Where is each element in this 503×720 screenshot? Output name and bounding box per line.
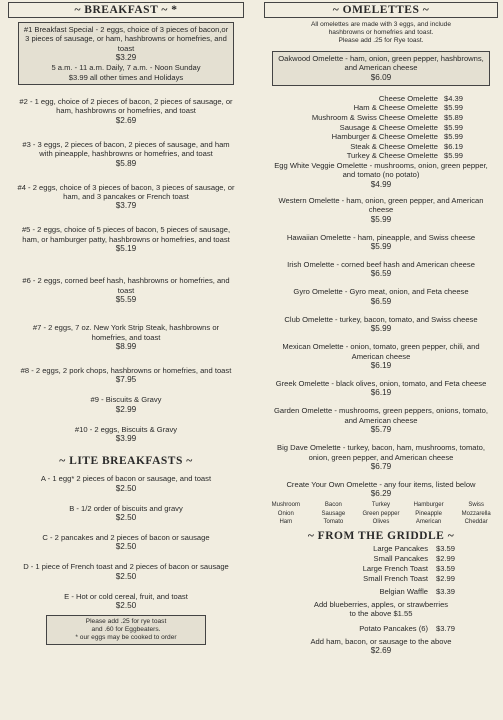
omelette-price: $6.59 bbox=[370, 296, 392, 306]
potato-pancakes bbox=[262, 624, 500, 634]
simple-omelette bbox=[262, 132, 500, 142]
omelette-name: Mushroom & Swiss Cheese Omelette bbox=[311, 113, 438, 122]
note-line: Please add .25 for rye toast bbox=[85, 618, 167, 626]
oakwood-price: $6.09 bbox=[370, 72, 392, 82]
item-text: D - 1 piece of French toast and 2 pieces of bacon or sausage bbox=[23, 562, 229, 572]
item-price: $2.50 bbox=[115, 601, 137, 611]
detailed-omelette bbox=[268, 260, 494, 279]
griddle-item-price: $2.99 bbox=[436, 553, 456, 563]
item-price: $3.99 bbox=[115, 434, 137, 444]
item-price: $5.89 bbox=[115, 158, 137, 168]
ingredient: American bbox=[415, 519, 442, 526]
omelette-text: Gyro Omelette - Gyro meat, onion, and Feta cheese bbox=[293, 287, 469, 297]
griddle-item bbox=[262, 544, 500, 554]
omelette-price: $6.29 bbox=[370, 489, 392, 499]
item-price: $8.99 bbox=[115, 341, 137, 351]
item-text: #8 - 2 eggs, 2 pork chops, hashbrowns or homefries, and toast bbox=[20, 365, 232, 375]
omelette-price: $5.99 bbox=[444, 103, 464, 113]
omelette-text: Create Your Own Omelette - any four items, listed below bbox=[286, 480, 476, 490]
potato-pancakes-price: $3.79 bbox=[436, 623, 456, 633]
simple-omelette bbox=[262, 113, 500, 123]
breakfast-item bbox=[16, 183, 236, 212]
simple-omelette bbox=[262, 142, 500, 152]
omelette-text: Mexican Omelette - onion, tomato, green pepper, chili, and American cheese bbox=[282, 342, 480, 361]
detailed-omelette bbox=[268, 287, 494, 306]
ingredient: Mushroom bbox=[271, 502, 300, 509]
griddle-item-name: Belgian Waffle bbox=[379, 586, 428, 596]
omelette-price: $4.99 bbox=[370, 179, 392, 189]
ingredient: Onion bbox=[277, 510, 294, 517]
omelette-name: Sausage & Cheese Omelette bbox=[339, 122, 438, 132]
breakfast-item bbox=[16, 225, 236, 254]
lite-item bbox=[16, 562, 236, 581]
griddle-header: ~ FROM THE GRIDDLE ~ bbox=[307, 529, 455, 542]
simple-omelette bbox=[262, 151, 500, 161]
special-other-price: $3.99 all other times and Holidays bbox=[68, 72, 184, 82]
right-column bbox=[262, 0, 500, 656]
simple-omelette bbox=[262, 94, 500, 104]
omelette-price: $6.19 bbox=[370, 361, 392, 371]
lite-item bbox=[16, 592, 236, 611]
item-text: #3 - 3 eggs, 2 pieces of bacon, 2 pieces of sausage, and ham with pineapple, hashbrowns or homefries, and toast bbox=[22, 139, 230, 159]
detailed-omelette bbox=[268, 480, 494, 499]
omelette-name: Hamburger & Cheese Omelette bbox=[331, 132, 438, 142]
special-price: $3.29 bbox=[115, 53, 137, 63]
oakwood-text: Oakwood Omelette - ham, onion, green pepper, hashbrowns, and American cheese bbox=[278, 54, 484, 73]
detailed-omelette bbox=[268, 379, 494, 398]
ingredient: Turkey bbox=[371, 502, 391, 509]
omelette-name: Ham & Cheese Omelette bbox=[353, 103, 438, 113]
detailed-omelette bbox=[268, 443, 494, 472]
ingredient: Tomato bbox=[323, 519, 344, 526]
detailed-omelette bbox=[268, 315, 494, 334]
omelette-text: Western Omelette - ham, onion, green pepper, and American cheese bbox=[278, 195, 484, 215]
omelette-text: Club Omelette - turkey, bacon, tomato, and Swiss cheese bbox=[284, 314, 478, 324]
omelette-text: Garden Omelette - mushrooms, green peppers, onions, tomato, and American cheese bbox=[274, 406, 488, 425]
breakfast-special-box bbox=[18, 22, 234, 85]
griddle-item bbox=[262, 554, 500, 564]
ingredient: Mozzarella bbox=[461, 510, 491, 517]
fruit-addon-price: $1.55 bbox=[393, 609, 413, 619]
griddle-item bbox=[262, 574, 500, 584]
omelette-intro: All omelettes are made with 3 eggs, and include bbox=[310, 21, 451, 28]
detailed-omelette bbox=[268, 161, 494, 190]
detailed-omelette bbox=[268, 406, 494, 435]
ingredient: Sausage bbox=[321, 510, 346, 517]
meat-addon-price: $2.69 bbox=[370, 645, 392, 655]
ingredient: Swiss bbox=[468, 502, 485, 509]
omelette-price: $4.39 bbox=[444, 93, 464, 103]
omelette-text: Hawaiian Omelette - ham, pineapple, and Swiss cheese bbox=[286, 232, 476, 242]
simple-omelette bbox=[262, 123, 500, 133]
ingredient: Cheddar bbox=[464, 519, 488, 526]
item-price: $2.50 bbox=[115, 512, 137, 522]
ingredients-grid bbox=[262, 501, 500, 526]
oakwood-omelette-box bbox=[272, 51, 490, 86]
simple-omelette-list bbox=[262, 94, 500, 161]
griddle-item bbox=[262, 564, 500, 574]
fruit-addon-line bbox=[262, 609, 500, 618]
ingredient: Ham bbox=[279, 519, 293, 526]
item-text: #9 - Biscuits & Gravy bbox=[90, 395, 162, 405]
griddle-item-price: $2.99 bbox=[436, 573, 456, 583]
omelette-name: Steak & Cheese Omelette bbox=[350, 141, 438, 151]
item-price: $2.50 bbox=[115, 571, 137, 581]
item-text: E - Hot or cold cereal, fruit, and toast bbox=[64, 591, 188, 601]
potato-pancakes-name: Potato Pancakes (6) bbox=[359, 623, 428, 633]
omelette-price: $5.99 bbox=[370, 324, 392, 334]
omelette-price: $6.79 bbox=[370, 462, 392, 472]
special-text: #1 Breakfast Special - 2 eggs, choice of 3 pieces of bacon,or 3 pieces of sausage, or ham, hashbrowns or homefries, and toast bbox=[23, 25, 229, 53]
item-text: #4 - 2 eggs, choice of 3 pieces of bacon, 3 pieces of sausage, or ham, and 3 pancakes or French toast bbox=[17, 182, 235, 202]
lite-header: ~ LITE BREAKFASTS ~ bbox=[59, 455, 193, 468]
ingredient: Green pepper bbox=[362, 510, 400, 517]
omelettes-header: ~ OMELETTES ~ bbox=[264, 2, 498, 18]
omelette-price: $6.59 bbox=[370, 269, 392, 279]
ingredient: Hamburger bbox=[413, 502, 444, 509]
lite-note-box bbox=[46, 615, 206, 645]
omelette-text: Irish Omelette - corned beef hash and American cheese bbox=[287, 260, 475, 269]
detailed-omelette bbox=[268, 342, 494, 371]
breakfast-list bbox=[6, 97, 246, 444]
omelette-price: $5.99 bbox=[444, 151, 464, 161]
item-text: #6 - 2 eggs, corned beef hash, hashbrowns or homefries, and toast bbox=[22, 276, 230, 295]
breakfast-item bbox=[16, 323, 236, 352]
breakfast-item bbox=[16, 366, 236, 385]
omelette-price: $5.89 bbox=[444, 113, 464, 122]
item-text: #2 - 1 egg, choice of 2 pieces of bacon, 2 pieces of sausage, or ham, hashbrowns or homefries, and toast bbox=[19, 97, 233, 116]
griddle-item-price: $3.59 bbox=[436, 563, 456, 573]
item-price: $5.59 bbox=[115, 295, 137, 305]
left-column bbox=[6, 0, 246, 645]
omelette-price: $6.19 bbox=[444, 141, 464, 151]
item-text: C - 2 pancakes and 2 pieces of bacon or sausage bbox=[42, 532, 210, 542]
detailed-omelette bbox=[268, 196, 494, 225]
griddle-item-name: Large French Toast bbox=[362, 563, 428, 573]
omelette-price: $6.19 bbox=[370, 388, 392, 398]
item-price: $2.99 bbox=[115, 404, 137, 414]
special-hours: 5 a.m. - 11 a.m. Daily, 7 a.m. - Noon Sunday bbox=[51, 63, 201, 73]
breakfast-item bbox=[16, 140, 236, 169]
omelette-price: $5.99 bbox=[370, 242, 392, 251]
simple-omelette bbox=[262, 103, 500, 113]
item-price: $2.50 bbox=[115, 483, 137, 493]
ingredient: Bacon bbox=[324, 502, 342, 509]
item-price: $3.79 bbox=[115, 201, 137, 211]
lite-list bbox=[6, 474, 246, 611]
item-text: B - 1/2 order of biscuits and gravy bbox=[69, 503, 183, 513]
breakfast-item bbox=[16, 276, 236, 305]
breakfast-item bbox=[16, 395, 236, 414]
omelette-price: $5.99 bbox=[444, 132, 464, 142]
omelette-price: $5.99 bbox=[370, 214, 392, 224]
omelette-name: Turkey & Cheese Omelette bbox=[346, 151, 438, 161]
omelette-intro: hashbrowns or homefries and toast. bbox=[328, 29, 434, 36]
item-text: #5 - 2 eggs, choice of 5 pieces of bacon, 5 pieces of sausage, ham, or hamburger patty, hashbrowns or homefries, and toast bbox=[21, 225, 231, 244]
item-text: A - 1 egg* 2 pieces of bacon or sausage, and toast bbox=[40, 474, 212, 484]
omelette-text: Big Dave Omelette - turkey, bacon, ham, mushrooms, tomato, onion, green pepper, and American cheese bbox=[277, 443, 485, 462]
fruit-addon-text: Add blueberries, apples, or strawberries bbox=[313, 599, 449, 609]
griddle-item bbox=[262, 587, 500, 597]
lite-item bbox=[16, 533, 236, 552]
breakfast-item bbox=[16, 425, 236, 444]
note-line: * our eggs may be cooked to order bbox=[75, 634, 177, 642]
breakfast-header: ~ BREAKFAST ~ * bbox=[8, 2, 244, 18]
meat-addon-text: Add ham, bacon, or sausage to the above bbox=[310, 636, 452, 646]
griddle-item-name: Small Pancakes bbox=[373, 553, 428, 563]
omelette-text: Egg White Veggie Omelette - mushrooms, onion, green pepper, and tomato (no potato) bbox=[274, 160, 488, 180]
griddle-item-price: $3.39 bbox=[436, 586, 456, 596]
ingredient: Olives bbox=[372, 519, 390, 526]
omelette-intro: Please add .25 for Rye toast. bbox=[338, 37, 424, 44]
griddle-item-price: $3.59 bbox=[436, 543, 456, 553]
item-price: $5.19 bbox=[115, 244, 137, 254]
omelette-price: $5.79 bbox=[370, 425, 392, 435]
lite-item bbox=[16, 504, 236, 523]
omelette-text: Greek Omelette - black olives, onion, tomato, and Feta cheese bbox=[275, 379, 487, 389]
ingredient: Pineapple bbox=[415, 510, 442, 517]
omelette-name: Cheese Omelette bbox=[378, 93, 438, 103]
item-price: $7.95 bbox=[115, 375, 137, 385]
omelette-price: $5.99 bbox=[444, 122, 464, 132]
lite-item bbox=[16, 474, 236, 493]
griddle-item-name: Small French Toast bbox=[363, 573, 428, 583]
detailed-omelette bbox=[268, 233, 494, 252]
item-text: #10 - 2 eggs, Biscuits & Gravy bbox=[74, 424, 178, 434]
note-line: and .60 for Eggbeaters. bbox=[91, 626, 161, 634]
item-price: $2.50 bbox=[115, 542, 137, 552]
breakfast-item bbox=[16, 97, 236, 126]
detailed-omelette-list bbox=[262, 161, 500, 500]
griddle-item-name: Large Pancakes bbox=[373, 543, 428, 553]
item-text: #7 - 2 eggs, 7 oz. New York Strip Steak, hashbrowns or homefries, and toast bbox=[32, 323, 220, 342]
griddle-list bbox=[262, 544, 500, 597]
fruit-addon-suffix: to the above bbox=[349, 609, 392, 619]
item-price: $2.69 bbox=[115, 115, 137, 125]
